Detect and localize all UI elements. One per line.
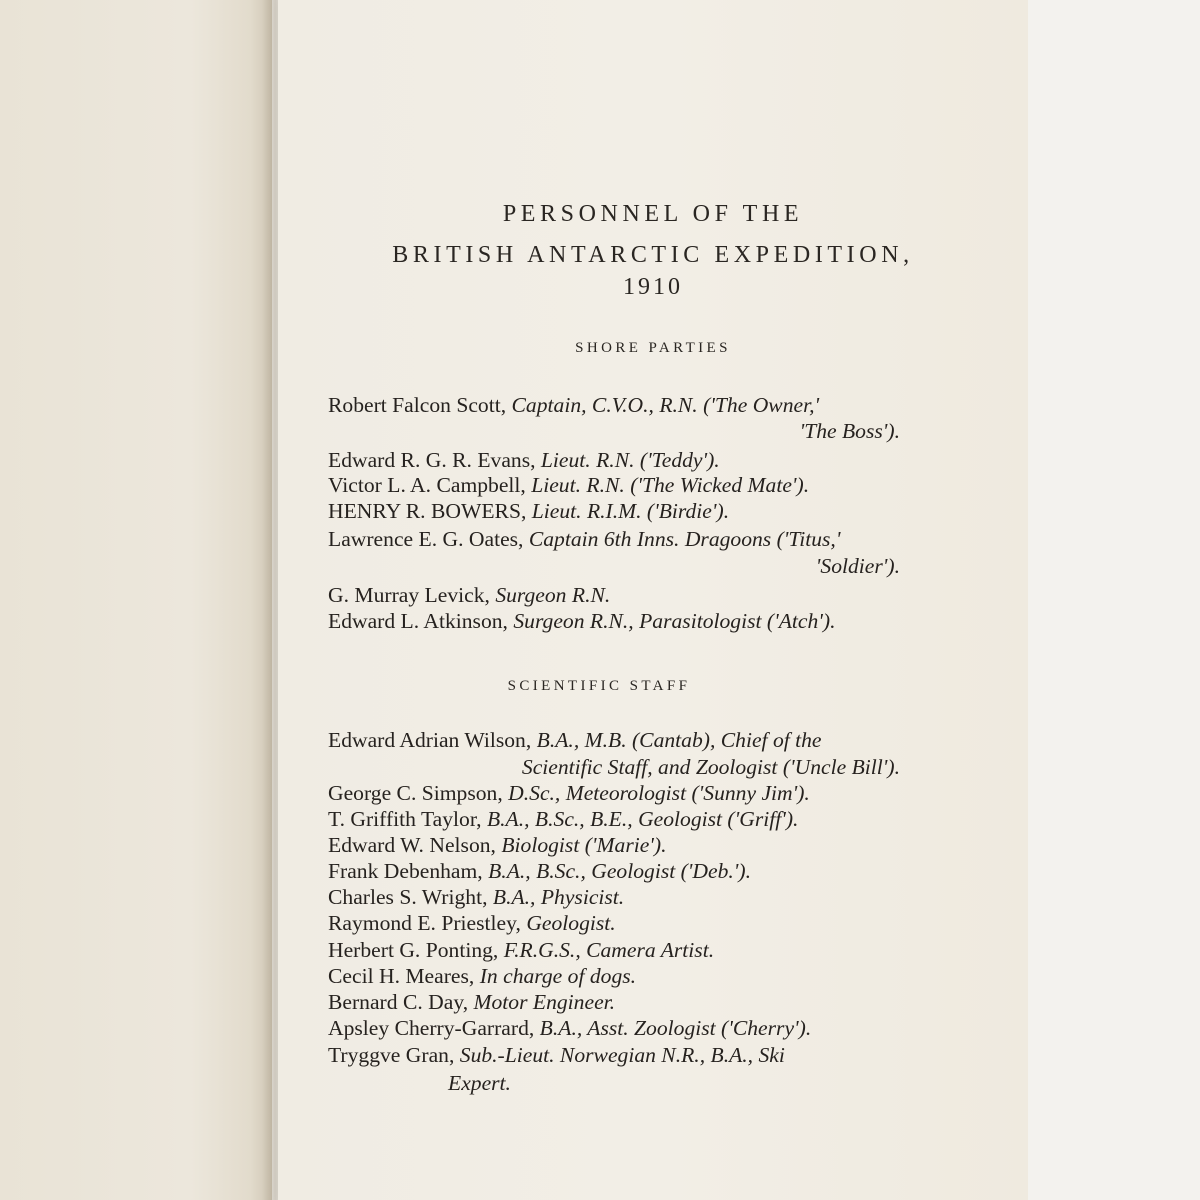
list-item <box>328 990 615 1014</box>
person-name: Edward Adrian Wilson, <box>328 728 537 752</box>
person-role: In charge of dogs. <box>479 964 637 988</box>
list-item-continuation <box>328 755 900 779</box>
person-role: 'Soldier'). <box>815 554 900 578</box>
person-name: Robert Falcon Scott, <box>328 393 512 417</box>
person-role: Surgeon R.N. <box>495 583 611 607</box>
person-role: B.A., B.Sc., Geologist ('Deb.'). <box>488 859 752 883</box>
person-role: B.A., Physicist. <box>492 885 625 909</box>
person-role: Scientific Staff, and Zoologist ('Uncle Bill'). <box>521 755 900 779</box>
person-role: Expert. <box>448 1071 511 1095</box>
person-role: B.A., Asst. Zoologist ('Cherry'). <box>539 1016 812 1040</box>
background-surface <box>1028 0 1200 1200</box>
person-name: Victor L. A. Campbell, <box>328 473 532 497</box>
list-item-continuation <box>448 1071 511 1095</box>
list-item <box>328 859 751 883</box>
person-role: D.Sc., Meteorologist ('Sunny Jim'). <box>508 781 810 805</box>
person-role: 'The Boss'). <box>799 419 900 443</box>
person-role: B.A., B.Sc., B.E., Geologist ('Griff'). <box>486 807 799 831</box>
person-role: B.A., M.B. (Cantab), Chief of the <box>536 728 822 752</box>
list-item <box>328 1043 785 1067</box>
list-item <box>328 938 714 962</box>
list-item <box>328 885 624 909</box>
list-item <box>328 911 616 935</box>
person-name: Edward W. Nelson, <box>328 833 502 857</box>
person-role: Lieut. R.N. ('The Wicked Mate'). <box>531 473 810 497</box>
person-name: Edward R. G. R. Evans, <box>328 448 541 472</box>
person-role: F.R.G.S., Camera Artist. <box>503 938 715 962</box>
person-name: Cecil H. Meares, <box>328 964 480 988</box>
person-name: Charles S. Wright, <box>328 885 493 909</box>
list-item <box>328 1016 811 1040</box>
scientific-staff-list <box>328 0 928 1110</box>
list-item <box>328 781 810 805</box>
person-role: Captain 6th Inns. Dragoons ('Titus,' <box>528 527 841 551</box>
person-name: G. Murray Levick, <box>328 583 496 607</box>
scientific-staff-label: SCIENTIFIC STAFF <box>507 678 691 694</box>
heading-year: 1910 <box>623 274 683 300</box>
person-name: Edward L. Atkinson, <box>328 609 514 633</box>
person-role: Biologist ('Marie'). <box>501 833 667 857</box>
person-name: HENRY R. BOWERS, <box>328 499 532 523</box>
person-name: George C. Simpson, <box>328 781 509 805</box>
person-name: Tryggve Gran, <box>328 1043 460 1067</box>
heading-line-1: PERSONNEL OF THE <box>502 201 804 227</box>
person-role: Lieut. R.I.M. ('Birdie'). <box>531 499 730 523</box>
person-role: Surgeon R.N., Parasitologist ('Atch'). <box>513 609 836 633</box>
person-role: Geologist. <box>526 911 616 935</box>
list-item <box>328 807 798 831</box>
person-name: T. Griffith Taylor, <box>328 807 487 831</box>
person-role: Captain, C.V.O., R.N. ('The Owner,' <box>511 393 820 417</box>
person-name: Bernard C. Day, <box>328 990 474 1014</box>
list-item <box>328 833 667 857</box>
left-facing-page <box>0 0 272 1200</box>
person-role: Sub.-Lieut. Norwegian N.R., B.A., Ski <box>459 1043 785 1067</box>
person-name: Raymond E. Priestley, <box>328 911 527 935</box>
heading-line-2: BRITISH ANTARCTIC EXPEDITION, <box>392 242 914 268</box>
person-role: Lieut. R.N. ('Teddy'). <box>540 448 720 472</box>
list-item <box>328 964 636 988</box>
list-item <box>328 728 822 752</box>
person-name: Lawrence E. G. Oates, <box>328 527 529 551</box>
person-name: Apsley Cherry-Garrard, <box>328 1016 540 1040</box>
person-name: Herbert G. Ponting, <box>328 938 504 962</box>
shore-parties-label: SHORE PARTIES <box>575 340 731 356</box>
person-role: Motor Engineer. <box>473 990 616 1014</box>
person-name: Frank Debenham, <box>328 859 489 883</box>
